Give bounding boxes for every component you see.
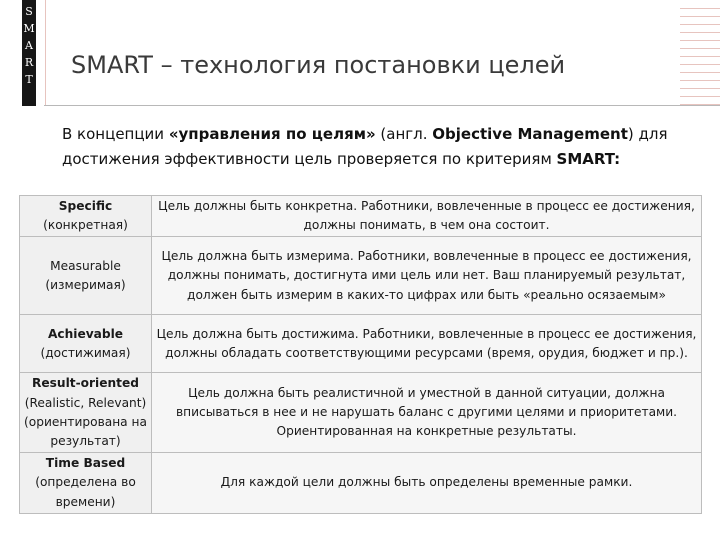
title-divider: [44, 105, 720, 106]
criterion-term-cell: [20, 373, 152, 453]
criterion-name: Achievable: [47, 326, 124, 341]
criterion-subtitle: (определена во времени): [35, 475, 136, 509]
logo-letter: M: [23, 22, 35, 35]
table-row: [20, 237, 702, 315]
criterion-description: Цель должна быть реалистичной и уместной в данной ситуации, должна вписываться в нее и не нарушать баланс с другими целями и приоритетами. Ориентированная на конкретные результаты.: [152, 373, 702, 453]
intro-bold-term: «управления по целям»: [168, 125, 376, 143]
criterion-subtitle: (достижимая): [40, 345, 131, 360]
logo-letter: S: [25, 5, 33, 18]
smart-criteria-table: [19, 195, 702, 514]
table-row: [20, 453, 702, 514]
criterion-description: Цель должна быть измерима. Работники, вовлеченные в процесс ее достижения, должны понимать, достигнута ими цель или нет. Ваш планируемый результат, должен быть измерим в каких-то цифрах или быть «реально осязаемым»: [152, 237, 702, 315]
criterion-term-cell: [20, 196, 152, 237]
logo-letter: R: [24, 56, 34, 69]
table-row: [20, 196, 702, 237]
decorative-vertical-line: [45, 0, 46, 105]
logo-letter: T: [25, 73, 33, 86]
intro-text: ) для достижения эффективности цель проверяется по критериям: [62, 125, 668, 168]
table-row: [20, 373, 702, 453]
intro-text: В концепции: [62, 125, 169, 143]
table-row: [20, 315, 702, 373]
criterion-description: Для каждой цели должны быть определены временные рамки.: [152, 453, 702, 514]
criterion-term-cell: [20, 315, 152, 373]
intro-bold-term: SMART:: [556, 150, 621, 168]
intro-text: (англ.: [375, 125, 433, 143]
criterion-description: Цель должны быть конкретна. Работники, вовлеченные в процесс ее достижения, должны понимать, в чем она состоит.: [152, 196, 702, 237]
criterion-name: Result-oriented: [32, 376, 139, 391]
intro-paragraph: [62, 122, 702, 172]
criterion-subtitle: (измеримая): [45, 277, 126, 292]
intro-bold-term: Objective Management: [432, 125, 628, 143]
criterion-name: Specific: [58, 199, 113, 213]
slide-title: SMART – технология постановки целей: [71, 51, 566, 79]
criterion-term-cell: [20, 237, 152, 315]
criterion-subtitle: (конкретная): [43, 218, 128, 233]
criterion-name: Measurable: [50, 258, 121, 273]
criterion-description: Цель должна быть достижима. Работники, вовлеченные в процесс ее достижения, должны обладать соответствующими ресурсами (время, орудия, бюджет и пр.).: [152, 315, 702, 373]
criterion-term-cell: [20, 453, 152, 514]
criterion-subtitle: (Realistic, Relevant) (ориентирована на результат): [24, 395, 147, 449]
smart-logo: [22, 0, 36, 106]
logo-letter: A: [25, 39, 33, 52]
criterion-name: Time Based: [45, 456, 126, 471]
decorative-corner-lines: [680, 0, 720, 116]
